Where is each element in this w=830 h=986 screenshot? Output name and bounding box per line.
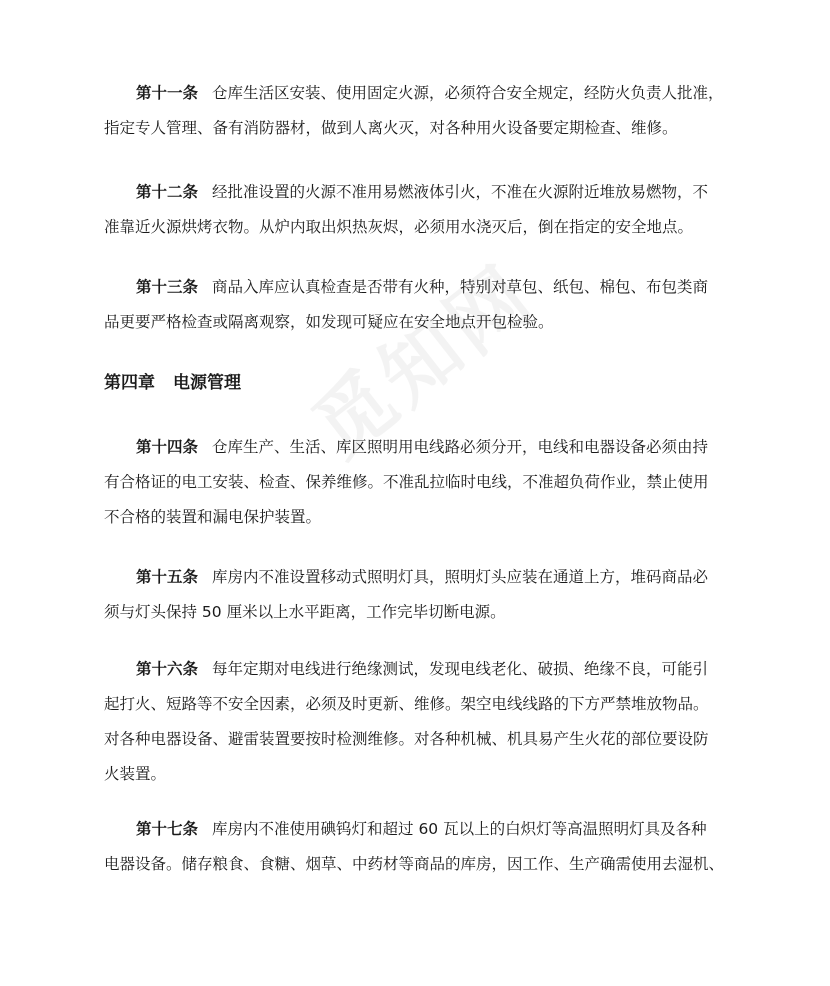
article-text: 火装置。 (104, 765, 167, 783)
article-text: 起打火、短路等不安全因素，必须及时更新、维修。架空电线线路的下方严禁堆放物品。 (104, 695, 709, 713)
article-text: 有合格证的电工安装、检查、保养维修。不准乱拉临时电线，不准超负荷作业，禁止使用 (104, 473, 709, 491)
article-number: 第十一条 (136, 84, 199, 102)
article-first-line (104, 560, 734, 595)
chapter-number: 第四章 (104, 373, 155, 393)
article-number: 第十四条 (136, 438, 199, 456)
article-text: 仓库生产、生活、库区照明用电线路必须分开，电线和电器设备必须由持 (212, 438, 709, 456)
article-15 (104, 560, 734, 630)
article-number: 第十三条 (136, 278, 199, 296)
article-16 (104, 652, 734, 792)
article-number: 第十六条 (136, 660, 199, 678)
article-text: 库房内不准使用碘钨灯和超过 60 瓦以上的白炽灯等高温照明灯具及各种 (212, 820, 707, 838)
article-first-line (104, 430, 734, 465)
article-text: 不合格的装置和漏电保护装置。 (104, 508, 322, 526)
article-text: 须与灯头保持 50 厘米以上水平距离，工作完毕切断电源。 (104, 603, 506, 621)
article-text: 每年定期对电线进行绝缘测试，发现电线老化、破损、绝缘不良，可能引 (212, 660, 709, 678)
article-number: 第十五条 (136, 568, 199, 586)
article-17 (104, 812, 734, 882)
article-text: 电器设备。储存粮食、食糖、烟草、中药材等商品的库房，因工作、生产确需使用去湿机、 (104, 855, 725, 873)
article-text: 指定专人管理、备有消防器材，做到人离火灭，对各种用火设备要定期检查、维修。 (104, 119, 678, 137)
article-12 (104, 175, 734, 245)
article-text: 商品入库应认真检查是否带有火种，特别对草包、纸包、棉包、布包类商 (212, 278, 709, 296)
article-text: 对各种电器设备、避雷装置要按时检测维修。对各种机械、机具易产生火花的部位要设防 (104, 730, 709, 748)
article-13 (104, 270, 734, 340)
article-text: 准靠近火源烘烤衣物。从炉内取出炽热灰烬，必须用水浇灭后，倒在指定的安全地点。 (104, 218, 694, 236)
article-first-line (104, 76, 734, 111)
article-text: 库房内不准设置移动式照明灯具，照明灯头应装在通道上方，堆码商品必 (212, 568, 709, 586)
article-text: 品更要严格检查或隔离观察，如发现可疑应在安全地点开包检验。 (104, 313, 554, 331)
article-text: 经批准设置的火源不准用易燃液体引火，不准在火源附近堆放易燃物，不 (212, 183, 709, 201)
article-number: 第十七条 (136, 820, 199, 838)
article-first-line (104, 270, 734, 305)
article-text: 仓库生活区安装、使用固定火源，必须符合安全规定，经防火负责人批准， (212, 84, 724, 102)
article-11 (104, 76, 734, 146)
article-first-line (104, 652, 734, 687)
article-number: 第十二条 (136, 183, 199, 201)
article-first-line (104, 175, 734, 210)
chapter-heading (104, 366, 241, 401)
article-14 (104, 430, 734, 535)
article-first-line (104, 812, 734, 847)
chapter-title: 电源管理 (173, 373, 241, 393)
